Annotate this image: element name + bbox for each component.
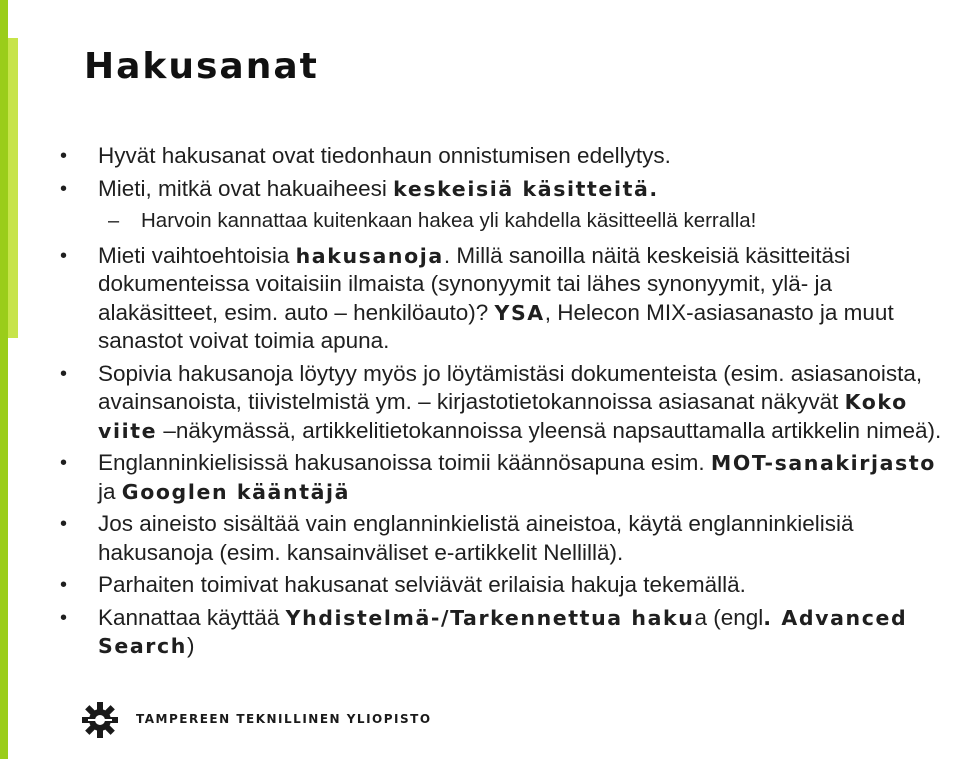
bullet-item [60, 175, 955, 204]
bullet-text: , Helecon MIX-asiasanasto ja muut sanastot voivat toimia apuna. [98, 299, 894, 353]
bullet-icon: • [60, 145, 68, 167]
bullet-text: Englanninkielisissä hakusanoissa toimii käännösapuna esim. [98, 450, 711, 475]
bullet-icon: • [60, 606, 68, 629]
bullet-text: Hyvät hakusanat ovat tiedonhaun onnistumisen edellytys. [98, 143, 671, 168]
bullet-item [60, 604, 955, 661]
bullet-text: Mieti vaihtoehtoisia [98, 242, 296, 268]
bullet-text: . [649, 176, 659, 201]
bullet-text: ja [98, 478, 122, 504]
sub-bullet-item [60, 207, 955, 236]
bold-term: Koko viite [98, 390, 908, 443]
bullet-text: ) [186, 633, 195, 658]
bullet-text: Sopivia hakusanoja löytyy myös jo löytämistäsi dokumenteista (esim. asiasanoista, avainsanoista, tiivistelmistä ym. – kirjastotietokannoissa asiasanat näkyvät [98, 360, 923, 414]
bullet-icon: • [60, 513, 68, 535]
bullet-text: . Millä sanoilla näitä keskeisiä käsitteitäsi dokumenteissa voitaisiin ilmaista (synonyymit tai lähes synonyymit, ylä- ja alakäsitteet, esim. auto – henkilöauto)? [98, 242, 851, 325]
bullet-icon: • [60, 177, 68, 200]
bullet-text: Mieti, mitkä ovat hakuaiheesi [98, 175, 394, 201]
bold-term: . Advanced Search [98, 605, 908, 658]
bullet-item [60, 242, 955, 356]
bullet-text: a (engl [694, 604, 764, 630]
bullet-icon: • [60, 362, 68, 385]
bold-term: keskeisiä käsitteitä [393, 176, 650, 201]
bold-term: MOT-sanakirjasto [710, 451, 936, 475]
slide-title: Hakusanat [84, 46, 319, 87]
bullet-text: Jos aineisto sisältää vain englanninkielistä aineistoa, käytä englanninkielisiä hakusanoja (esim. kansainväliset e-artikkelit Nellillä). [98, 511, 854, 565]
bold-term: hakusanoja [295, 243, 444, 268]
bullet-text: Kannattaa käyttää [98, 604, 286, 630]
accent-bar [0, 0, 8, 759]
dash-icon: – [108, 210, 120, 232]
gear-logo-icon [80, 700, 120, 740]
bullet-list [60, 142, 955, 665]
bullet-item [60, 449, 955, 506]
bullet-text: Parhaiten toimivat hakusanat selviävät erilaisia hakuja tekemällä. [98, 572, 746, 597]
accent-bar-light [8, 38, 18, 338]
bullet-icon: • [60, 244, 68, 267]
bold-term: YSA [494, 300, 545, 325]
bullet-text: Harvoin kannattaa kuitenkaan hakea yli kahdella käsitteellä kerralla! [141, 209, 757, 232]
bold-term: Googlen kääntäjä [121, 479, 351, 504]
bullet-item [60, 360, 955, 446]
bullet-item [60, 142, 955, 171]
bold-term: Yhdistelmä-/Tarkennettua haku [285, 605, 695, 630]
bullet-item [60, 571, 955, 600]
logo-text: TAMPEREEN TEKNILLINEN YLIOPISTO [136, 712, 432, 726]
bullet-icon: • [60, 574, 68, 596]
bullet-item [60, 510, 955, 567]
bullet-text: –näkymässä, artikkelitietokannoissa yleensä napsauttamalla artikkelin nimeä). [157, 417, 942, 443]
bullet-icon: • [60, 452, 68, 474]
